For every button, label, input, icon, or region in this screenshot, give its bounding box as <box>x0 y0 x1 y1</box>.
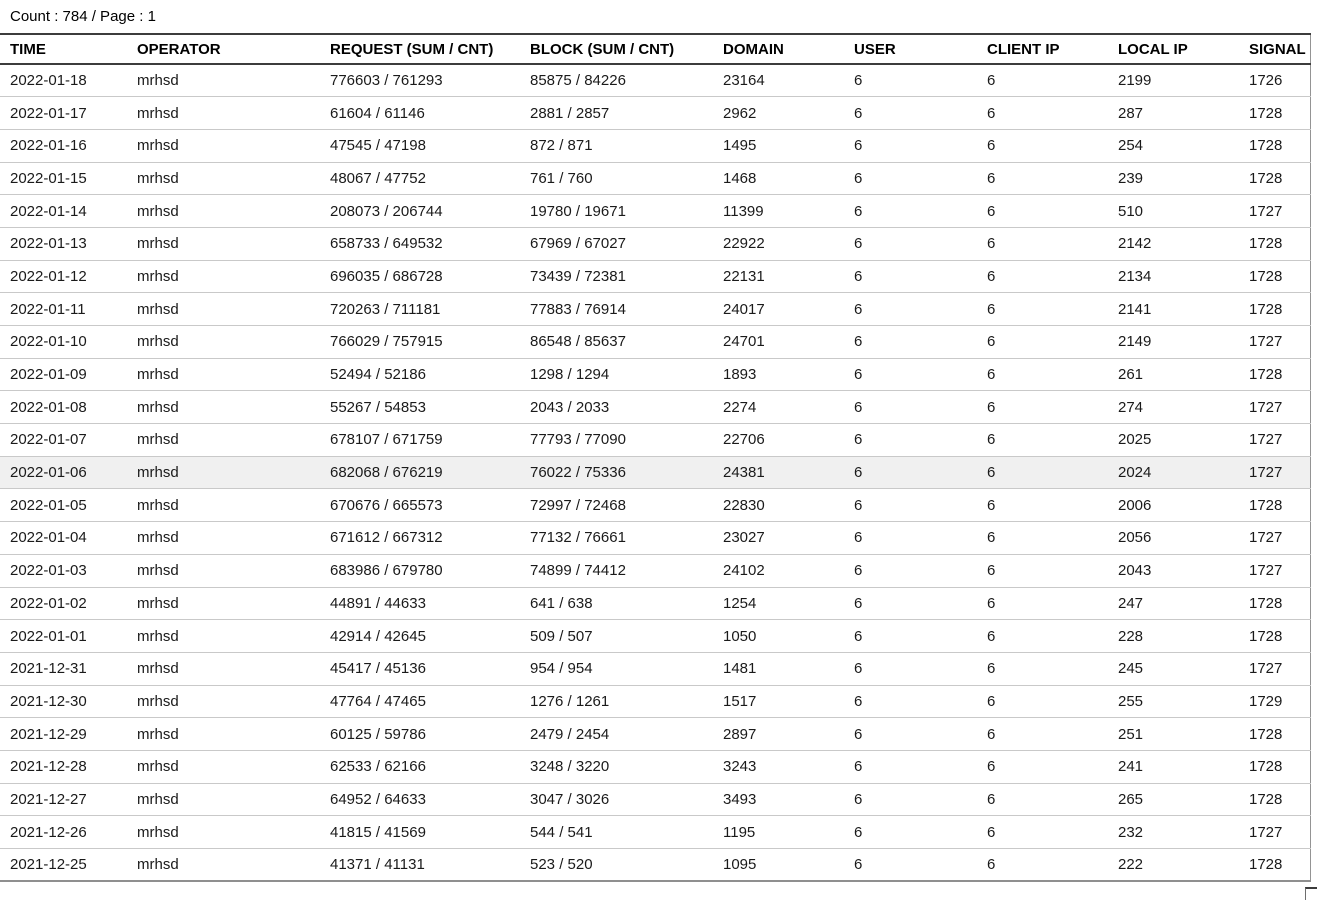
cell-block: 3047 / 3026 <box>520 783 713 816</box>
cell-operator: mrhsd <box>127 97 320 130</box>
table-row[interactable] <box>0 129 1310 162</box>
cell-client_ip: 6 <box>977 64 1108 97</box>
cell-signal: 1727 <box>1239 816 1310 849</box>
column-header-client-ip: CLIENT IP <box>977 34 1108 64</box>
cell-user: 6 <box>844 424 977 457</box>
cell-user: 6 <box>844 260 977 293</box>
table-row[interactable] <box>0 620 1310 653</box>
cell-block: 74899 / 74412 <box>520 554 713 587</box>
record-count-status: Count : 784 / Page : 1 <box>10 8 156 25</box>
cell-local_ip: 2043 <box>1108 554 1239 587</box>
cell-local_ip: 2199 <box>1108 64 1239 97</box>
table-row[interactable] <box>0 849 1310 882</box>
cell-request: 45417 / 45136 <box>320 652 520 685</box>
cell-domain: 22131 <box>713 260 844 293</box>
cell-user: 6 <box>844 162 977 195</box>
cell-domain: 22706 <box>713 424 844 457</box>
cell-domain: 2274 <box>713 391 844 424</box>
table-row[interactable] <box>0 358 1310 391</box>
table-row[interactable] <box>0 750 1310 783</box>
cell-block: 19780 / 19671 <box>520 195 713 228</box>
cell-domain: 1050 <box>713 620 844 653</box>
cell-local_ip: 222 <box>1108 849 1239 882</box>
table-row[interactable] <box>0 293 1310 326</box>
table-row[interactable] <box>0 97 1310 130</box>
cell-request: 52494 / 52186 <box>320 358 520 391</box>
cell-request: 41371 / 41131 <box>320 849 520 882</box>
cell-client_ip: 6 <box>977 489 1108 522</box>
cell-client_ip: 6 <box>977 554 1108 587</box>
cell-time: 2021-12-25 <box>0 849 127 882</box>
cell-domain: 1481 <box>713 652 844 685</box>
cell-domain: 1495 <box>713 129 844 162</box>
cell-request: 696035 / 686728 <box>320 260 520 293</box>
cell-block: 77132 / 76661 <box>520 522 713 555</box>
cell-operator: mrhsd <box>127 293 320 326</box>
cell-time: 2022-01-13 <box>0 227 127 260</box>
cell-domain: 24017 <box>713 293 844 326</box>
cell-time: 2022-01-12 <box>0 260 127 293</box>
column-header-local-ip: LOCAL IP <box>1108 34 1239 64</box>
cell-client_ip: 6 <box>977 227 1108 260</box>
cell-operator: mrhsd <box>127 64 320 97</box>
cell-operator: mrhsd <box>127 685 320 718</box>
cell-request: 682068 / 676219 <box>320 456 520 489</box>
cell-time: 2022-01-14 <box>0 195 127 228</box>
cell-local_ip: 245 <box>1108 652 1239 685</box>
cell-user: 6 <box>844 554 977 587</box>
cell-user: 6 <box>844 97 977 130</box>
cell-client_ip: 6 <box>977 620 1108 653</box>
table-header <box>0 34 1310 64</box>
table-row[interactable] <box>0 64 1310 97</box>
cell-block: 2479 / 2454 <box>520 718 713 751</box>
cell-signal: 1728 <box>1239 489 1310 522</box>
cell-time: 2022-01-01 <box>0 620 127 653</box>
cell-signal: 1728 <box>1239 750 1310 783</box>
cell-local_ip: 2025 <box>1108 424 1239 457</box>
cell-local_ip: 251 <box>1108 718 1239 751</box>
cell-local_ip: 2024 <box>1108 456 1239 489</box>
cell-block: 77793 / 77090 <box>520 424 713 457</box>
cell-user: 6 <box>844 685 977 718</box>
cell-client_ip: 6 <box>977 652 1108 685</box>
table-header-row <box>0 34 1310 64</box>
cell-user: 6 <box>844 750 977 783</box>
cell-domain: 1893 <box>713 358 844 391</box>
cell-client_ip: 6 <box>977 162 1108 195</box>
cell-domain: 2962 <box>713 97 844 130</box>
cell-block: 544 / 541 <box>520 816 713 849</box>
cell-operator: mrhsd <box>127 783 320 816</box>
cell-request: 55267 / 54853 <box>320 391 520 424</box>
cell-user: 6 <box>844 195 977 228</box>
cell-user: 6 <box>844 718 977 751</box>
cell-time: 2022-01-09 <box>0 358 127 391</box>
cell-signal: 1728 <box>1239 129 1310 162</box>
cell-user: 6 <box>844 783 977 816</box>
cell-client_ip: 6 <box>977 750 1108 783</box>
cell-client_ip: 6 <box>977 358 1108 391</box>
cell-client_ip: 6 <box>977 685 1108 718</box>
cell-operator: mrhsd <box>127 522 320 555</box>
cell-request: 60125 / 59786 <box>320 718 520 751</box>
cell-domain: 1468 <box>713 162 844 195</box>
cell-domain: 1195 <box>713 816 844 849</box>
cell-local_ip: 247 <box>1108 587 1239 620</box>
table-row[interactable] <box>0 260 1310 293</box>
cell-signal: 1727 <box>1239 195 1310 228</box>
cell-user: 6 <box>844 522 977 555</box>
cell-user: 6 <box>844 391 977 424</box>
cell-domain: 24381 <box>713 456 844 489</box>
cell-block: 67969 / 67027 <box>520 227 713 260</box>
cell-domain: 1517 <box>713 685 844 718</box>
cell-request: 44891 / 44633 <box>320 587 520 620</box>
cell-block: 2881 / 2857 <box>520 97 713 130</box>
cell-operator: mrhsd <box>127 358 320 391</box>
cell-client_ip: 6 <box>977 293 1108 326</box>
cell-signal: 1727 <box>1239 326 1310 359</box>
cell-operator: mrhsd <box>127 587 320 620</box>
cell-domain: 24701 <box>713 326 844 359</box>
cell-domain: 1254 <box>713 587 844 620</box>
cell-client_ip: 6 <box>977 129 1108 162</box>
cell-time: 2021-12-31 <box>0 652 127 685</box>
cell-domain: 1095 <box>713 849 844 882</box>
cell-local_ip: 510 <box>1108 195 1239 228</box>
cell-local_ip: 2134 <box>1108 260 1239 293</box>
cell-local_ip: 2006 <box>1108 489 1239 522</box>
column-header-user: USER <box>844 34 977 64</box>
cell-domain: 2897 <box>713 718 844 751</box>
cell-user: 6 <box>844 652 977 685</box>
cell-time: 2022-01-11 <box>0 293 127 326</box>
column-header-request: REQUEST (SUM / CNT) <box>320 34 520 64</box>
cell-domain: 11399 <box>713 195 844 228</box>
cell-request: 671612 / 667312 <box>320 522 520 555</box>
cell-block: 954 / 954 <box>520 652 713 685</box>
cell-request: 683986 / 679780 <box>320 554 520 587</box>
cell-signal: 1728 <box>1239 358 1310 391</box>
cell-block: 73439 / 72381 <box>520 260 713 293</box>
table-row[interactable] <box>0 195 1310 228</box>
cell-client_ip: 6 <box>977 97 1108 130</box>
scroll-corner-mark <box>1305 887 1317 900</box>
cell-request: 48067 / 47752 <box>320 162 520 195</box>
cell-time: 2021-12-26 <box>0 816 127 849</box>
cell-domain: 3243 <box>713 750 844 783</box>
cell-block: 76022 / 75336 <box>520 456 713 489</box>
cell-operator: mrhsd <box>127 718 320 751</box>
cell-operator: mrhsd <box>127 849 320 882</box>
cell-local_ip: 228 <box>1108 620 1239 653</box>
cell-time: 2022-01-18 <box>0 64 127 97</box>
cell-client_ip: 6 <box>977 456 1108 489</box>
cell-user: 6 <box>844 849 977 882</box>
cell-client_ip: 6 <box>977 718 1108 751</box>
cell-time: 2022-01-17 <box>0 97 127 130</box>
table-row[interactable] <box>0 587 1310 620</box>
cell-user: 6 <box>844 620 977 653</box>
cell-user: 6 <box>844 489 977 522</box>
cell-local_ip: 274 <box>1108 391 1239 424</box>
cell-signal: 1728 <box>1239 783 1310 816</box>
table-row[interactable] <box>0 391 1310 424</box>
cell-client_ip: 6 <box>977 587 1108 620</box>
cell-user: 6 <box>844 227 977 260</box>
cell-block: 641 / 638 <box>520 587 713 620</box>
cell-signal: 1728 <box>1239 718 1310 751</box>
cell-signal: 1727 <box>1239 456 1310 489</box>
cell-operator: mrhsd <box>127 162 320 195</box>
cell-operator: mrhsd <box>127 424 320 457</box>
cell-operator: mrhsd <box>127 227 320 260</box>
table-row[interactable] <box>0 783 1310 816</box>
cell-signal: 1727 <box>1239 391 1310 424</box>
cell-user: 6 <box>844 587 977 620</box>
cell-request: 766029 / 757915 <box>320 326 520 359</box>
cell-time: 2022-01-06 <box>0 456 127 489</box>
cell-time: 2022-01-10 <box>0 326 127 359</box>
table-row[interactable] <box>0 816 1310 849</box>
cell-local_ip: 2149 <box>1108 326 1239 359</box>
cell-block: 86548 / 85637 <box>520 326 713 359</box>
cell-client_ip: 6 <box>977 260 1108 293</box>
cell-local_ip: 255 <box>1108 685 1239 718</box>
table-row[interactable] <box>0 424 1310 457</box>
cell-domain: 23164 <box>713 64 844 97</box>
cell-local_ip: 241 <box>1108 750 1239 783</box>
cell-operator: mrhsd <box>127 652 320 685</box>
cell-time: 2022-01-03 <box>0 554 127 587</box>
cell-time: 2021-12-29 <box>0 718 127 751</box>
cell-user: 6 <box>844 64 977 97</box>
cell-user: 6 <box>844 358 977 391</box>
cell-signal: 1728 <box>1239 849 1310 882</box>
table-row[interactable] <box>0 522 1310 555</box>
table-row[interactable] <box>0 652 1310 685</box>
table-row[interactable] <box>0 227 1310 260</box>
cell-time: 2021-12-30 <box>0 685 127 718</box>
cell-client_ip: 6 <box>977 522 1108 555</box>
cell-operator: mrhsd <box>127 260 320 293</box>
column-header-block: BLOCK (SUM / CNT) <box>520 34 713 64</box>
cell-time: 2022-01-05 <box>0 489 127 522</box>
cell-domain: 22922 <box>713 227 844 260</box>
cell-domain: 3493 <box>713 783 844 816</box>
cell-block: 509 / 507 <box>520 620 713 653</box>
cell-time: 2021-12-28 <box>0 750 127 783</box>
cell-local_ip: 2056 <box>1108 522 1239 555</box>
cell-operator: mrhsd <box>127 750 320 783</box>
table-row[interactable] <box>0 718 1310 751</box>
cell-domain: 23027 <box>713 522 844 555</box>
cell-request: 658733 / 649532 <box>320 227 520 260</box>
cell-request: 62533 / 62166 <box>320 750 520 783</box>
cell-local_ip: 239 <box>1108 162 1239 195</box>
column-header-time: TIME <box>0 34 127 64</box>
cell-client_ip: 6 <box>977 816 1108 849</box>
table-row[interactable] <box>0 326 1310 359</box>
cell-signal: 1729 <box>1239 685 1310 718</box>
table-row[interactable] <box>0 162 1310 195</box>
cell-signal: 1728 <box>1239 293 1310 326</box>
cell-request: 61604 / 61146 <box>320 97 520 130</box>
cell-operator: mrhsd <box>127 489 320 522</box>
cell-request: 42914 / 42645 <box>320 620 520 653</box>
cell-block: 2043 / 2033 <box>520 391 713 424</box>
cell-signal: 1726 <box>1239 64 1310 97</box>
cell-request: 64952 / 64633 <box>320 783 520 816</box>
cell-local_ip: 287 <box>1108 97 1239 130</box>
cell-request: 678107 / 671759 <box>320 424 520 457</box>
cell-block: 72997 / 72468 <box>520 489 713 522</box>
cell-user: 6 <box>844 456 977 489</box>
cell-request: 47764 / 47465 <box>320 685 520 718</box>
table-row[interactable] <box>0 685 1310 718</box>
cell-client_ip: 6 <box>977 783 1108 816</box>
cell-client_ip: 6 <box>977 326 1108 359</box>
cell-local_ip: 232 <box>1108 816 1239 849</box>
cell-block: 85875 / 84226 <box>520 64 713 97</box>
cell-local_ip: 261 <box>1108 358 1239 391</box>
cell-client_ip: 6 <box>977 424 1108 457</box>
cell-block: 1298 / 1294 <box>520 358 713 391</box>
cell-signal: 1727 <box>1239 652 1310 685</box>
cell-user: 6 <box>844 293 977 326</box>
cell-operator: mrhsd <box>127 391 320 424</box>
cell-signal: 1727 <box>1239 554 1310 587</box>
cell-user: 6 <box>844 816 977 849</box>
cell-local_ip: 2142 <box>1108 227 1239 260</box>
cell-signal: 1728 <box>1239 162 1310 195</box>
cell-client_ip: 6 <box>977 849 1108 882</box>
cell-request: 670676 / 665573 <box>320 489 520 522</box>
cell-time: 2022-01-16 <box>0 129 127 162</box>
cell-request: 208073 / 206744 <box>320 195 520 228</box>
cell-user: 6 <box>844 129 977 162</box>
cell-operator: mrhsd <box>127 620 320 653</box>
column-header-signal: SIGNAL <box>1239 34 1310 64</box>
cell-request: 776603 / 761293 <box>320 64 520 97</box>
cell-block: 1276 / 1261 <box>520 685 713 718</box>
cell-block: 761 / 760 <box>520 162 713 195</box>
column-header-operator: OPERATOR <box>127 34 320 64</box>
cell-time: 2021-12-27 <box>0 783 127 816</box>
cell-block: 872 / 871 <box>520 129 713 162</box>
cell-signal: 1728 <box>1239 587 1310 620</box>
cell-domain: 24102 <box>713 554 844 587</box>
cell-user: 6 <box>844 326 977 359</box>
cell-client_ip: 6 <box>977 195 1108 228</box>
cell-signal: 1728 <box>1239 97 1310 130</box>
cell-operator: mrhsd <box>127 456 320 489</box>
table-body <box>0 64 1310 881</box>
table-row[interactable] <box>0 456 1310 489</box>
cell-request: 720263 / 711181 <box>320 293 520 326</box>
cell-block: 3248 / 3220 <box>520 750 713 783</box>
cell-signal: 1728 <box>1239 227 1310 260</box>
report-table <box>0 33 1311 882</box>
cell-signal: 1728 <box>1239 620 1310 653</box>
table-row[interactable] <box>0 554 1310 587</box>
cell-time: 2022-01-08 <box>0 391 127 424</box>
cell-block: 523 / 520 <box>520 849 713 882</box>
cell-operator: mrhsd <box>127 554 320 587</box>
cell-time: 2022-01-07 <box>0 424 127 457</box>
cell-signal: 1727 <box>1239 424 1310 457</box>
cell-signal: 1728 <box>1239 260 1310 293</box>
table-row[interactable] <box>0 489 1310 522</box>
cell-time: 2022-01-02 <box>0 587 127 620</box>
cell-local_ip: 254 <box>1108 129 1239 162</box>
cell-request: 47545 / 47198 <box>320 129 520 162</box>
cell-operator: mrhsd <box>127 816 320 849</box>
cell-operator: mrhsd <box>127 195 320 228</box>
cell-time: 2022-01-04 <box>0 522 127 555</box>
cell-block: 77883 / 76914 <box>520 293 713 326</box>
cell-local_ip: 265 <box>1108 783 1239 816</box>
cell-time: 2022-01-15 <box>0 162 127 195</box>
cell-request: 41815 / 41569 <box>320 816 520 849</box>
cell-operator: mrhsd <box>127 326 320 359</box>
cell-domain: 22830 <box>713 489 844 522</box>
column-header-domain: DOMAIN <box>713 34 844 64</box>
cell-operator: mrhsd <box>127 129 320 162</box>
cell-client_ip: 6 <box>977 391 1108 424</box>
cell-signal: 1727 <box>1239 522 1310 555</box>
cell-local_ip: 2141 <box>1108 293 1239 326</box>
